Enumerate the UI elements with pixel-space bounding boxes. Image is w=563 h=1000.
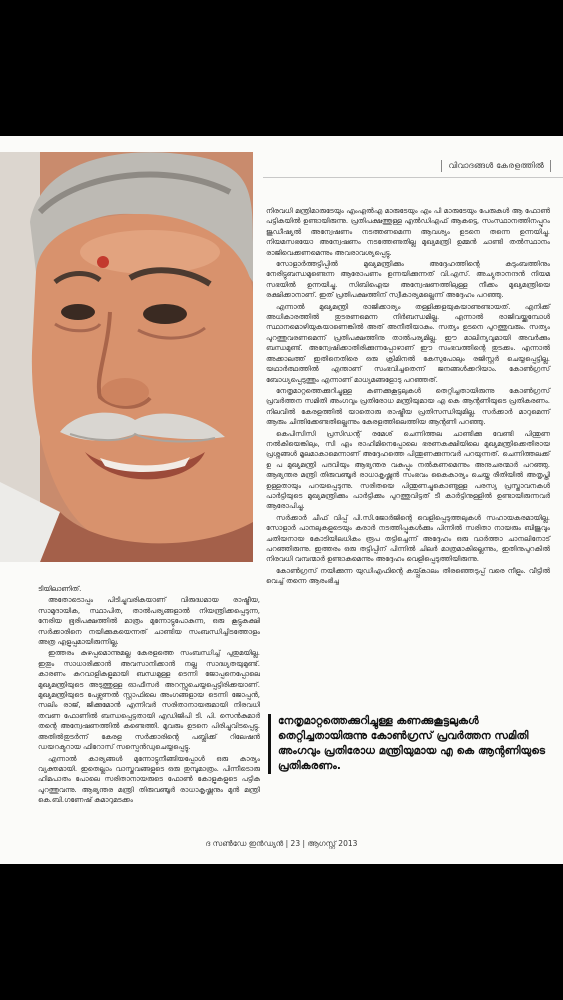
paragraph: ടിയിലാണിത്. bbox=[38, 585, 82, 593]
paragraph: നിരവധി മന്ത്രിമാരുടേയും എംഎൽഎ മാരുടേയും എം പി മാരുടേയും പേരുകൾ ആ ഫോൺ പട്ടികയിൽ ഉണ്ടായിരുന്നു. പ്രതിപക്ഷത്തുള്ള എൽഡിഎഫ് ആകട്ടെ, സംസ്ഥാനത്തിനപ്പുറം ജുഡീഷ്യൽ അന്വേഷണം നടത്തണമെന്ന ആവശ്യം ഉടനെ തന്നെ ഉന്നയിച്ചു. നിയമസഭയോ അന്വേഷണം നടത്തേണ്ടതില്ല മുഖ്യമന്ത്രി ഉമ്മൻ ചാണ്ടി തൽസ്ഥാനം രാജിവെക്കണമെന്നും അവരാവശ്യപ്പെട്ടു. bbox=[266, 207, 550, 257]
portrait-photo bbox=[0, 152, 253, 562]
portrait-illustration bbox=[0, 152, 253, 562]
bottom-black-frame bbox=[0, 864, 563, 1000]
paragraph: കോൺഗ്രസ് നയിക്കുന്ന യുഡിഎഫിന്റെ കയ്പ്പ്കാലം തിരഞ്ഞെടുപ്പ് വരെ നീളും. വീട്ടിൽ വെച്ച് തന്നെ ആരംഭിച്ച bbox=[266, 566, 550, 586]
article-column-left bbox=[38, 584, 260, 807]
magazine-page[interactable] bbox=[0, 136, 563, 864]
article-column-right bbox=[266, 206, 550, 588]
pull-quote: നേതൃമാറ്റത്തെക്കുറിച്ചുള്ള കണക്കുകൂട്ടലുകൾ തെറ്റിച്ചതായിരുന്നു കോൺഗ്രസ് പ്രവർത്തന സമിതി അംഗവും പ്രതിരോധ മന്ത്രിയുമായ എ കെ ആന്റണിയുടെ പ്രതികരണം. bbox=[268, 714, 550, 774]
section-divider bbox=[263, 177, 563, 178]
paragraph: അതോടൊപ്പം പിടിച്ചുവരികയാണ് വിരുദ്ധമായ രാഷ്ട്രീയ, സാമുദായിക, സ്ഥാപിത, താൽപര്യങ്ങളാൽ നിയന്ത്രിക്കപ്പെടുന്ന, നേരിയ ഭൂരിപക്ഷത്തിൽ മാത്രം മുന്നോട്ടുപോകുന്ന, ഒരു കൂട്ടുകക്ഷി സർക്കാരിനെ നയിക്കുകയെന്നത് ചാണ്ടിയ സംബന്ധിച്ചിടത്തോളം അത്ര എളുപ്പമായിരുന്നില്ല. bbox=[38, 596, 260, 647]
page-footer: ദ സൺഡേ ഇൻഡ്യൻ | 23 | ആഗസ്റ്റ് 2013 bbox=[205, 839, 358, 848]
paragraph: ഇത്തരം കുഴപ്പമൊന്നുമല്ല കേരളത്തെ സംബന്ധിച്ച് പുതുമയില്ല. ഇതും സാധാരിക്കാൻ അവസാനിക്കാൻ നല്ല സാദ്ധ്യതയുമുണ്ട്. കാരണം കുറവാളികളുമായി ബന്ധമുള്ള ടെന്നി ജോപ്പനെപ്പോലെ മുഖ്യമന്ത്രിയുടെ അടുത്തുള്ള ഓഫീസർ അറസ്റ്റുചെയ്യപ്പെട്ടിരിക്കയാണ്. മുഖ്യമന്ത്രിയുടെ പേഴ്സണൽ സ്റ്റാഫിലെ അംഗങ്ങളായ ടെന്നി ജോപ്പൻ, സലിം രാജ്, ജിക്കുമോൻ എന്നിവർ സരിതാനായരുമായി നിരവധി തവണ ഫോണിൽ ബന്ധപ്പെട്ടതായി എഡിജിപി ടി. പി. സെൻകുമാർ തന്റെ അന്വേഷണത്തിൽ കണ്ടെത്തി. മൂവരും ഉടനെ പിരിച്ചുവിടപ്പെട്ടു. അതിൽതുടർന്ന് കേരള സർക്കാരിന്റെ പബ്ലിക്ക് റിലേഷൻ ഡയറക്ടറായ ഫിറോസ് സസ്പെൻഡുചെയ്യപ്പെട്ടു. bbox=[38, 649, 260, 752]
paragraph: സോളാർത്തട്ടിപ്പിൽ മുഖ്യമന്ത്രിക്കും അദ്ദേഹത്തിന്റെ കുടുംബത്തിനും നേരിട്ടുബന്ധമുണ്ടെന്ന ആരോപണം ഉന്നയിക്കുന്നത് വി.എസ്. അച്യുതാനന്ദൻ നിയമ സഭയിൽ ഉന്നയിച്ചു. സിബിഐയ അന്വേഷണത്തിലുള്ള നീക്കം മുഖ്യമന്ത്രിയെ രക്ഷിക്കാനാണ്. ഇത് പ്രതിപക്ഷത്തിന് സ്വീകാര്യമല്ലെന്ന് അദ്ദേഹം പറഞ്ഞു. bbox=[266, 260, 550, 300]
paragraph: സർക്കാർ ചീഫ് വിപ്പ് പി.സി.ജോർജിന്റെ വെളിപ്പെടുത്തലുകൾ സഹായകരമായില്ല. സോളാർ പാനലുകളുടെയും കരാർ നടത്തിപ്പുകൾക്കും പിന്നിൽ സരിതാ നായരും ബിജുവും ചതിയനായ കോടിയിലധികം രൂപ തട്ടിച്ചെന്ന് അദ്ദേഹം ഒരു വാർത്താ ചാനലിനോട് പറഞ്ഞിരുന്നു. ഇത്തരം ഒരു തട്ടിപ്പിന് പിന്നിൽ ചിലർ മാത്രമാകില്ലെന്നും, ഇതിനുപുറകിൽ നിരവധി വമ്പന്മാർ ഉണ്ടാകുമെന്നും അദ്ദേഹം വെളിപ്പെടുത്തിയിരുന്നു. bbox=[266, 513, 550, 564]
paragraph: കെപിസിസി പ്രസിഡന്റ് രമേശ് ചെന്നിത്തല ചാണ്ടിക്കു വേണ്ടി പിന്തുണ നൽകിയെങ്കിലും, സി എം രാഹിമിനെപ്പോലെ ഭരണകക്ഷിയിലെ മുഖ്യമന്ത്രിക്കെതിരായ പ്രശ്നങ്ങൾ മൂലമാകാമെന്നാണ് അദ്ദേഹത്തെ പിന്തുണക്കുന്നവർ പറയുന്നത്. ചെന്നിത്തലക്ക് ഉ പ മുഖ്യമന്ത്രി പദവിയും ആഭ്യന്തര വകുപ്പും നൽകണമെന്നും അനുചരന്മാർ പറഞ്ഞു. ആഭ്യന്തര മന്ത്രി തിരുവഞ്ചൂർ രാധാകൃഷ്ണൻ സംഭവം കൈകാര്യം ചെയ്ത രീതിയിൽ അതൃപ്തി ഉള്ളതായും പറയപ്പെടുന്നു. സരിതയെ പിന്തുണച്ചുകൊണ്ടുള്ള പരസ്യ പ്രസ്താവനകൾ പാർട്ടിയുടെ മുഖ്യമന്ത്രിക്കും പാർട്ടിക്കും പുറത്തുവിട്ടത് ടീ കാർട്ടിനുള്ളിൽ ഉണ്ടായിരുന്നവർ ആരോപിച്ചു. bbox=[266, 429, 550, 511]
paragraph: എന്നാൽ മുഖ്യമന്ത്രി രാജിക്കാര്യം തള്ളിക്കളയുകയാണുണ്ടായത്. എനിക്ക് അധികാരത്തിൽ തുടരണമെന്ന നിർബന്ധമില്ല. എന്നാൽ രാജിവയ്ക്കുമ്പോൾ സ്ഥാനമൊഴിയുകയാണെങ്കിൽ അത് അനീതിയാകും. സത്യം ഉടനെ പുറത്തുവരും. സത്യം പുറത്തുവരണമെന്ന് പ്രതിപക്ഷത്തിനു താൽപര്യമില്ല. ഈ മാലിന്യവുമായി അവർക്കും ബന്ധമുണ്ട്. അന്വേഷിക്കാതിരിക്കുന്നപ്പോഴാണ് ഈ സംഭവത്തിന്റെ തുടക്കം. എന്നാൽ അക്കാലത്ത് ഇതിനെതിരെ ഒരു ക്രിമിനൽ കേസുപോലും രജിസ്റ്റർ ചെയ്യപ്പെട്ടില്ല. യഥാർത്ഥത്തിൽ എന്താണ് സംഭവിച്ചതെന്ന് ജനങ്ങൾക്കറിയാം. കോൺഗ്രസ് ബോധ്യപ്പെടുത്തും എന്നാണ് മാധ്യമങ്ങളോടു പറഞ്ഞത്. bbox=[266, 302, 550, 384]
paragraph: എന്നാൽ കാര്യങ്ങൾ മുന്നോട്ടുനീങ്ങിയപ്പോൾ ഒരു കാര്യം വ്യക്തമായി. ഇതെല്ലാം വാസ്തവങ്ങളുടെ ഒരു തുമ്പുമാത്രം. പിന്നീടൊരു ഹിമപാതം പോലെ സരിതാനായരുടെ ഫോൺ കോളുകളുടെ പട്ടിക പുറത്തുവന്നു. ആഭ്യന്തര മന്ത്രി തിരുവഞ്ചൂർ രാധാകൃഷ്ണനും മുൻ മന്ത്രി കെ.ബി.ഗണേഷ് കുമാറുമടക്കം bbox=[38, 754, 260, 805]
paragraph: നേതൃമാറ്റത്തെക്കുറിച്ചുള്ള കണക്കുകൂട്ടലുകൾ തെറ്റിച്ചതായിരുന്നു കോൺഗ്രസ് പ്രവർത്തന സമിതി അംഗവും പ്രതിരോധ മന്ത്രിയുമായ എ കെ ആന്റണിയുടെ പ്രതികരണം. നിലവിൽ കേരളത്തിൽ യാതൊരു രാഷ്ട്രീയ പ്രതിസന്ധിയുമില്ല. സർക്കാർ മാറുമെന്ന് ആരും ചിന്തിക്കേണ്ടതില്ലെന്നും കേരളത്തിലെത്തിയ ആന്റണി പറഞ്ഞു. bbox=[266, 386, 550, 427]
section-tag: വിവാദങ്ങൾ കേരളത്തിൽ bbox=[441, 160, 551, 172]
top-black-frame bbox=[0, 0, 563, 136]
